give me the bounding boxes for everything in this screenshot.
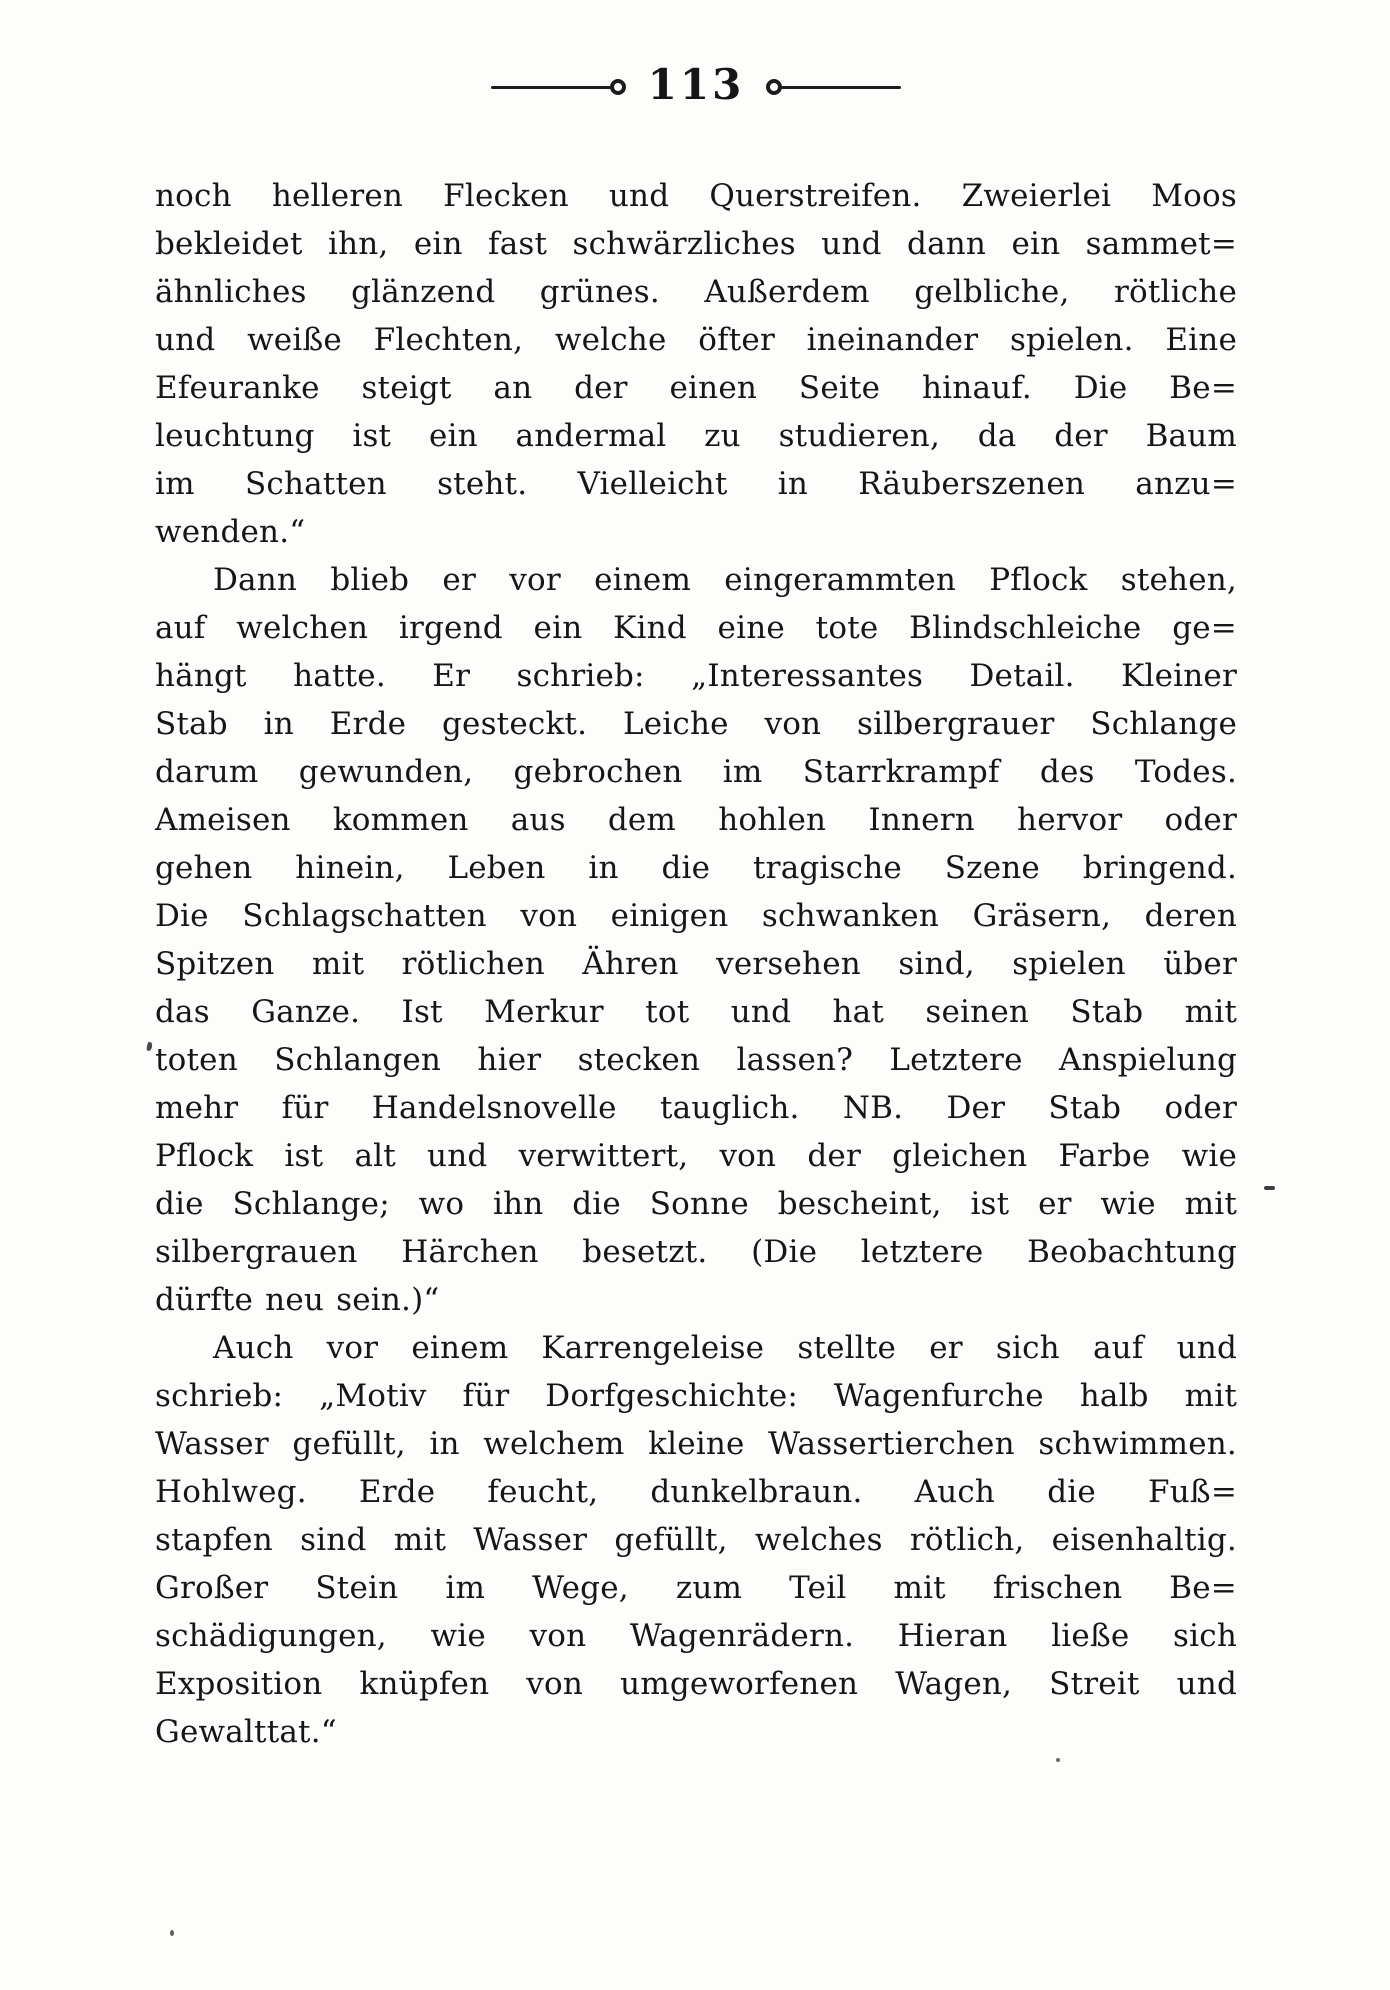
text-line: und weiße Flechten, welche öfter ineinander spielen. Eine	[155, 322, 1237, 358]
text-line: Gewalttat.“	[155, 1714, 337, 1750]
text-line: schrieb: „Motiv für Dorfgeschichte: Wagenfurche halb mit	[155, 1378, 1237, 1414]
text-line: Wasser gefüllt, in welchem kleine Wassertierchen schwimmen.	[155, 1426, 1237, 1462]
text-line: darum gewunden, gebrochen im Starrkrampf des Todes.	[155, 754, 1237, 790]
text-line: mehr für Handelsnovelle tauglich. NB. Der Stab oder	[155, 1090, 1237, 1126]
scan-speck	[146, 1042, 153, 1052]
text-line: stapfen sind mit Wasser gefüllt, welches rötlich, eisenhaltig.	[155, 1522, 1237, 1558]
text-line: toten Schlangen hier stecken lassen? Letztere Anspielung	[155, 1042, 1237, 1078]
text-line: Großer Stein im Wege, zum Teil mit frischen Be=	[155, 1570, 1237, 1606]
text-line: hängt hatte. Er schrieb: „Interessantes Detail. Kleiner	[155, 658, 1237, 694]
header-rule-left	[491, 79, 626, 95]
text-line: Ameisen kommen aus dem hohlen Innern hervor oder	[155, 802, 1237, 838]
text-line: das Ganze. Ist Merkur tot und hat seinen Stab mit	[155, 994, 1237, 1030]
text-line: Exposition knüpfen von umgeworfenen Wagen, Streit und	[155, 1666, 1237, 1702]
text-line: silbergrauen Härchen besetzt. (Die letztere Beobachtung	[155, 1234, 1237, 1270]
scan-speck	[1264, 1186, 1275, 1190]
scan-speck	[170, 1930, 174, 1936]
text-line: ähnliches glänzend grünes. Außerdem gelbliche, rötliche	[155, 274, 1237, 310]
header-rule-right	[766, 79, 901, 95]
page-header	[155, 60, 1237, 109]
text-line: noch helleren Flecken und Querstreifen. Zweierlei Moos	[155, 178, 1237, 214]
text-line: Hohlweg. Erde feucht, dunkelbraun. Auch die Fuß=	[155, 1474, 1237, 1510]
header-ornament-circle-right	[766, 79, 782, 95]
header-rule-line-left	[491, 86, 611, 89]
text-line: Spitzen mit rötlichen Ähren versehen sind, spielen über	[155, 946, 1237, 982]
text-line: wenden.“	[155, 514, 306, 550]
text-line: schädigungen, wie von Wagenrädern. Hieran ließe sich	[155, 1618, 1237, 1654]
text-line: die Schlange; wo ihn die Sonne bescheint, ist er wie mit	[155, 1186, 1237, 1222]
text-line: Auch vor einem Karrengeleise stellte er sich auf und	[213, 1330, 1237, 1366]
text-line: Dann blieb er vor einem eingerammten Pflock stehen,	[213, 562, 1237, 598]
scan-speck	[1056, 1758, 1060, 1762]
text-block	[155, 172, 1237, 1756]
text-line: Stab in Erde gesteckt. Leiche von silbergrauer Schlange	[155, 706, 1237, 742]
text-line: bekleidet ihn, ein fast schwärzliches und dann ein sammet=	[155, 226, 1237, 262]
page-number: 113	[647, 60, 745, 109]
header-ornament-circle-left	[610, 79, 626, 95]
text-line: dürfte neu sein.)“	[155, 1282, 440, 1318]
text-line: im Schatten steht. Vielleicht in Räuberszenen anzu=	[155, 466, 1237, 502]
text-line: auf welchen irgend ein Kind eine tote Blindschleiche ge=	[155, 610, 1237, 646]
text-line: Pflock ist alt und verwittert, von der gleichen Farbe wie	[155, 1138, 1237, 1174]
text-line: leuchtung ist ein andermal zu studieren, da der Baum	[155, 418, 1237, 454]
text-line: Die Schlagschatten von einigen schwanken Gräsern, deren	[155, 898, 1237, 934]
text-line: gehen hinein, Leben in die tragische Szene bringend.	[155, 850, 1237, 886]
text-line: Efeuranke steigt an der einen Seite hinauf. Die Be=	[155, 370, 1237, 406]
header-rule-line-right	[781, 86, 901, 89]
